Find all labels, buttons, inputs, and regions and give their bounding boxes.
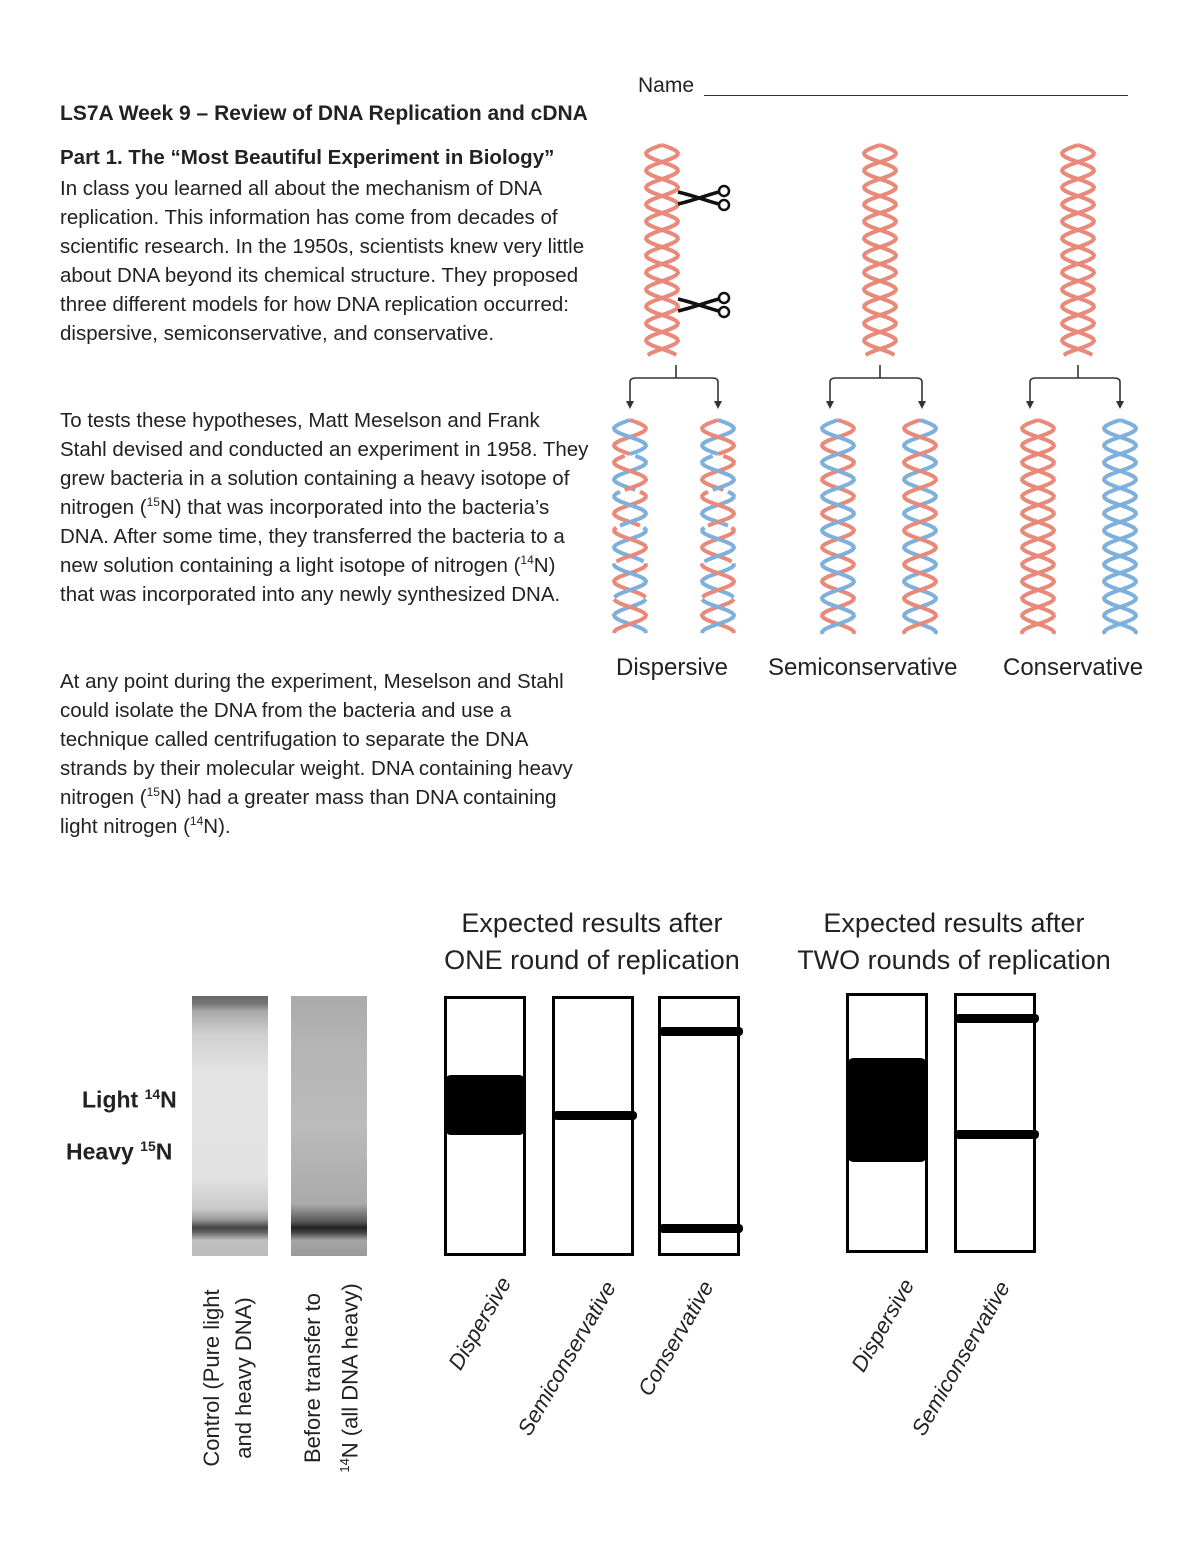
- name-field-line[interactable]: [704, 95, 1128, 96]
- tube-caption-dispersive: Dispersive: [443, 1272, 517, 1374]
- band-heavy: [659, 1224, 743, 1233]
- worksheet-title: LS7A Week 9 – Review of DNA Replication and cDNA: [60, 102, 588, 125]
- split-arrow: [1030, 365, 1120, 402]
- tube-one-round-conservative: [658, 996, 740, 1256]
- tube-caption-conservative: Conservative: [632, 1276, 719, 1401]
- split-arrows: [626, 365, 1124, 409]
- gel-lane-before-transfer: [291, 996, 367, 1256]
- band-light: [659, 1027, 743, 1036]
- scissors-icon: [678, 293, 729, 317]
- control-caption: Control (Pure light and heavy DNA): [199, 1289, 256, 1467]
- paragraph-experiment: To tests these hypotheses, Matt Meselson and Frank Stahl devised and conducted an experiment in 1958. They grew bacteria in a solution containing a heavy isotope of nitrogen ($^{15}$N) that was incorporated into the bacteria’s DNA. After some time, they transferred the bacteria to a new solution containing a light isotope of nitrogen ($^{14}$N) that was incorporated into any newly synthesized DNA.: [60, 409, 589, 606]
- band-mixed-wide: [846, 1058, 928, 1162]
- arrow-head: [826, 401, 834, 409]
- split-arrow: [830, 365, 922, 402]
- tube-caption-two-dispersive: Dispersive: [846, 1274, 920, 1376]
- light-band-label: Light $^{14}$N: [82, 1086, 177, 1113]
- model-label-dispersive: Dispersive: [616, 654, 729, 681]
- tube-caption-two-semiconservative: Semiconservative: [906, 1276, 1015, 1440]
- paragraph-intro: In class you learned all about the mechanism of DNA replication. This information has come from decades of scientific research. In the 1950s, scientists knew very little about DNA beyond its chemical structure. They proposed three different models for how DNA replication occurred: dispersive, semiconservative, and conservative.: [60, 177, 585, 345]
- tube-two-round-semiconservative: [954, 993, 1036, 1253]
- arrow-head: [1026, 401, 1034, 409]
- two-round-heading: Expected results after TWO rounds of replication: [797, 908, 1111, 975]
- tube-one-round-semiconservative: [552, 996, 634, 1256]
- before-transfer-caption: Before transfer to $^{14}$N (all DNA heavy): [300, 1283, 363, 1473]
- model-label-conservative: Conservative: [1003, 654, 1144, 681]
- gel-lane-control: [192, 996, 268, 1256]
- band-hybrid: [955, 1130, 1039, 1139]
- dna-helices: [614, 145, 1136, 634]
- replication-models-diagram: [590, 130, 1190, 650]
- heavy-band-label: Heavy $^{15}$N: [66, 1138, 173, 1165]
- scissors-icon: [678, 186, 729, 210]
- band-light: [955, 1014, 1039, 1023]
- arrow-head: [1116, 401, 1124, 409]
- arrow-head: [918, 401, 926, 409]
- tube-two-round-dispersive: [846, 993, 928, 1253]
- band-hybrid: [553, 1111, 637, 1120]
- name-label: Name: [638, 74, 695, 97]
- tube-caption-semiconservative: Semiconservative: [512, 1276, 621, 1440]
- part1-heading: Part 1. The “Most Beautiful Experiment in Biology”: [60, 146, 555, 169]
- arrow-head: [714, 401, 722, 409]
- tube-one-round-dispersive: [444, 996, 526, 1256]
- band-hybrid-wide: [445, 1075, 525, 1135]
- arrow-head: [626, 401, 634, 409]
- model-label-semiconservative: Semiconservative: [768, 654, 958, 681]
- paragraph-centrifugation: At any point during the experiment, Meselson and Stahl could isolate the DNA from the bacteria and use a technique called centrifugation to separate the DNA strands by their molecular weight. DNA containing heavy nitrogen ($^{15}$N) had a greater mass than DNA containing light nitrogen ($^{14}$N).: [60, 670, 573, 838]
- one-round-heading: Expected results after ONE round of replication: [444, 908, 740, 975]
- split-arrow: [630, 365, 718, 402]
